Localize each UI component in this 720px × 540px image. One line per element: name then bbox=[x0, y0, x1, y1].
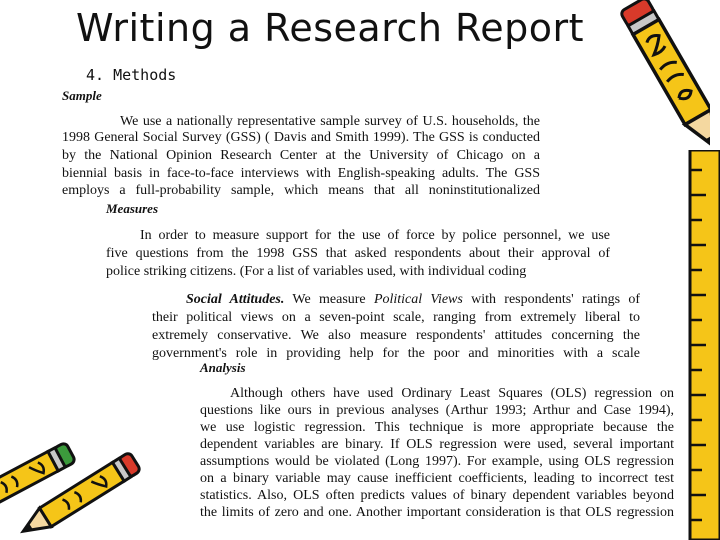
slide-subtitle: 4. Methods bbox=[86, 66, 177, 84]
sample-line: We use a nationally representative sample survey of U.S. households, the bbox=[120, 114, 540, 129]
sample-line: 1998 General Social Survey (GSS) ( Davis and Smith 1999). The GSS is conducted bbox=[62, 130, 540, 145]
analysis-heading: Analysis bbox=[200, 360, 246, 375]
crossed-pencils-icon bbox=[0, 432, 152, 540]
analysis-line: Although others have used Ordinary Least Squares (OLS) regression on bbox=[230, 386, 674, 401]
social-text: We measure bbox=[292, 292, 366, 307]
measures-heading: Measures bbox=[106, 201, 159, 216]
measures-line: police striking citizens. (For a list of variables used, with individual coding bbox=[106, 264, 527, 279]
social-line: their political views on a seven-point scale, ranging from extremely liberal to bbox=[152, 310, 640, 325]
analysis-line: questions like ours in previous analyses (Arthur 1993; Arthur and Case 1994), bbox=[200, 403, 674, 418]
analysis-line: we use logistic regression. This technique is more appropriate because the bbox=[200, 420, 674, 435]
analysis-line: on a binary variable may cause inefficient coefficients, leading to incorrect test bbox=[200, 471, 674, 486]
pencil-icon bbox=[598, 0, 710, 175]
ruler-icon bbox=[686, 150, 720, 540]
analysis-line: statistics. Also, OLS often predicts values of binary dependent variables beyond bbox=[200, 488, 674, 503]
measures-line: In order to measure support for the use of force by police personnel, we use bbox=[140, 228, 610, 243]
sample-line: by the National Opinion Research Center at the University of Chicago on a bbox=[62, 148, 540, 163]
sample-line: employs a full-probability sample, which means that all noninstitutionalized bbox=[62, 183, 540, 198]
slide-title: Writing a Research Report bbox=[76, 6, 585, 50]
analysis-line: dependent variables are binary. If OLS regression were used, several important bbox=[200, 437, 674, 452]
political-views-term: Political Views bbox=[373, 292, 463, 307]
social-line-1 bbox=[186, 292, 640, 308]
analysis-line: the limits of zero and one. Another important consideration is that OLS regression bbox=[200, 505, 674, 520]
social-heading: Social Attitudes. bbox=[186, 292, 285, 307]
social-line: extremely conservative. We also measure respondents' attitudes concerning the bbox=[152, 328, 640, 343]
sample-line: biennial basis in face-to-face interviews with English-speaking adults. The GSS bbox=[62, 166, 540, 181]
sample-heading: Sample bbox=[62, 88, 102, 103]
measures-line: five questions from the 1998 GSS that asked respondents about their approval of bbox=[106, 246, 610, 261]
social-text: with respondents' ratings of bbox=[471, 292, 640, 307]
social-line: government's role in providing help for the poor and minorities with a scale bbox=[152, 346, 640, 361]
analysis-line: assumptions would be violated (Long 1997). For example, using OLS regression bbox=[200, 454, 674, 469]
